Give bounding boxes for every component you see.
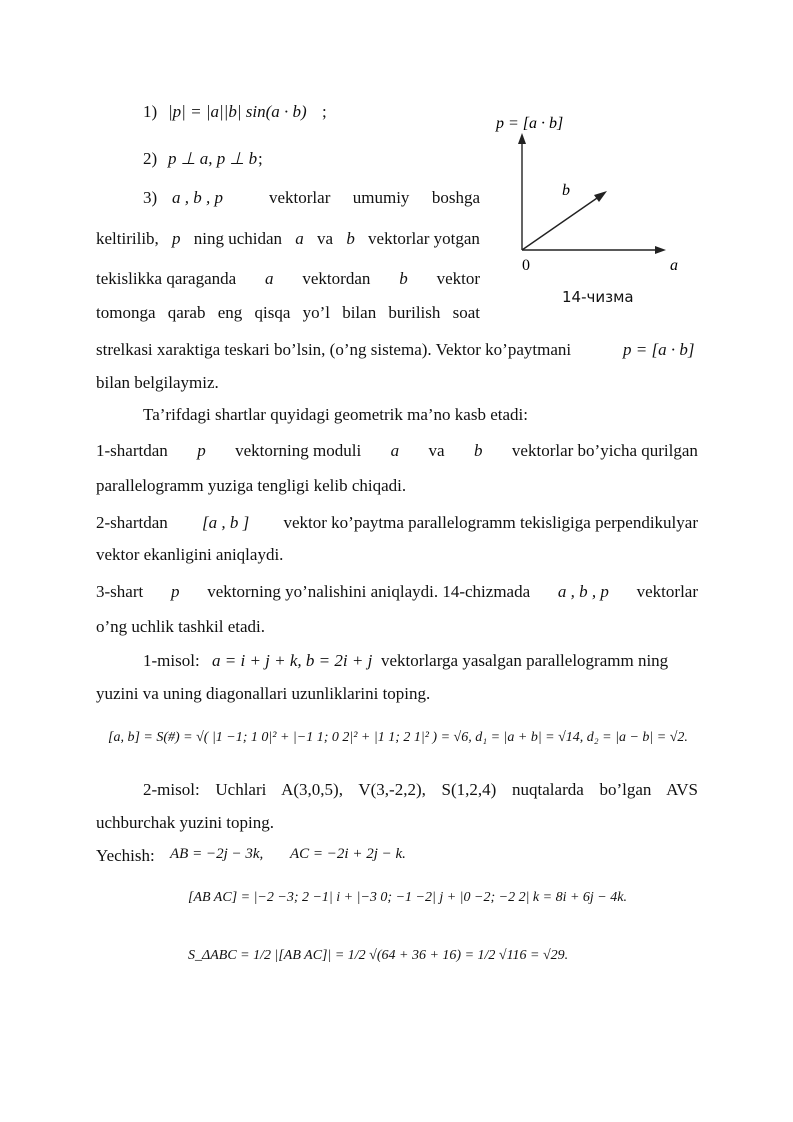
solution-label: Yechish: (96, 846, 155, 865)
item3-number: 3) (143, 188, 158, 207)
solution-vector-ab: AB = −2j − 3k, (170, 846, 264, 862)
cross-product-formula: [AB AC] = |−2 −3; 2 −1| i + |−3 0; −1 −2| j + |0 −2; −2 2| k = 8i + 6j − 4k. (188, 890, 627, 905)
origin-label: 0 (522, 257, 530, 274)
example-1-text: vektorlarga yasalgan parallelogramm ning (381, 651, 669, 670)
example-1-formula: [a, b] = S(#) = √( |1 −1; 1 0|² + |−1 1; 0 2|² + |1 1; 2 1|² ) = √6, d₁ = |a + b| = √14, d₂ = |a − b| = √2. (108, 730, 688, 745)
figure-14 (490, 100, 690, 310)
axis-a-label: a (670, 257, 678, 274)
p-axis (518, 133, 526, 250)
item3-text: vektorlar umumiy boshga (269, 188, 480, 207)
vector-b-arrow (522, 191, 607, 250)
item1-formula: |p| = |a||b| sin(a · b) (168, 102, 307, 121)
example-2-line-2: uchburchak yuzini toping. (96, 813, 274, 832)
x-axis (522, 246, 666, 254)
condition-3-line-2: o’ng uchlik tashkil etadi. (96, 617, 266, 636)
item3-vectors: a , b , p (172, 188, 223, 207)
item2-end: ; (258, 149, 263, 168)
definition-line-4: keltirilib, p ning uchidan a va b vektorlar yotgan (96, 229, 480, 248)
condition-1-line-2: parallelogramm yuziga tengligi kelib chiqadi. (96, 476, 407, 495)
figure-caption: 14-чизма (562, 288, 634, 306)
triangle-area-formula: S_ΔABC = 1/2 |[AB AC]| = 1/2 √(64 + 36 + 16) = 1/2 √116 = √29. (188, 948, 569, 963)
definition-line-6: tomonga qarab eng qisqa yo’l bilan burilish soat (96, 303, 480, 322)
definition-line-7: strelkasi xaraktiga teskari bo’lsin, (o’ng sistema). Vektor ko’paytmani (96, 340, 572, 359)
item1-end: ; (322, 102, 327, 121)
figure-top-label: p = [a · b] (496, 115, 564, 132)
paragraph-meaning: Ta’rifdagi shartlar quyidagi geometrik ma’no kasb etadi: (143, 405, 528, 424)
item2-number: 2) (143, 149, 158, 168)
condition-1-line-1: 1-shartdan p vektorning moduli a va b vektorlar bo’yicha qurilgan (96, 441, 698, 460)
condition-3-line-1: 3-shart p vektorning yo’nalishini aniqlaydi. 14-chizmada a , b , p vektorlar (96, 582, 698, 601)
example-1-vectors: a = i + j + k, b = 2i + j (212, 651, 373, 670)
example-1-label: 1-misol: (143, 651, 200, 670)
definition-line-5: tekislikka qaraganda a vektordan b vektor (96, 269, 480, 288)
definition-line-8: bilan belgilaymiz. (96, 373, 219, 392)
example-1-line-2: yuzini va uning diagonallari uzunliklarini toping. (96, 684, 431, 703)
condition-2-line-1: 2-shartdan [a , b ] vektor ko’paytma parallelogramm tekisligiga perpendikulyar (96, 513, 698, 532)
solution-vector-ac: AC = −2i + 2j − k. (290, 846, 406, 862)
item2-formula: p ⊥ a, p ⊥ b (168, 149, 258, 168)
example-2-line-1: 2-misol: Uchlari A(3,0,5), V(3,-2,2), S(1,2,4) nuqtalarda bo’lgan AVS (143, 780, 698, 799)
item1-number: 1) (143, 102, 158, 121)
vector-b-label: b (562, 182, 570, 199)
cross-product-notation: p = [a · b] (623, 340, 695, 359)
condition-2-line-2: vektor ekanligini aniqlaydi. (96, 545, 284, 564)
